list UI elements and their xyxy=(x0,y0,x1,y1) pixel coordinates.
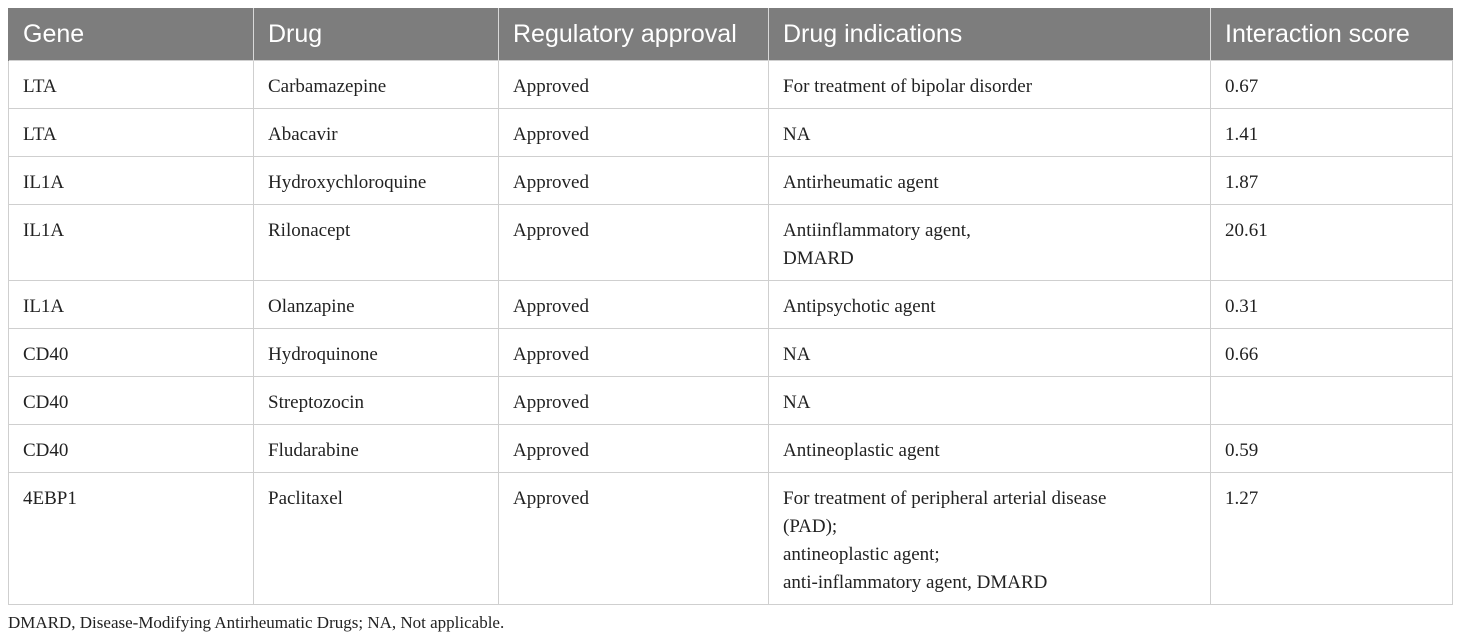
cell-gene: CD40 xyxy=(9,377,254,425)
cell-gene: LTA xyxy=(9,61,254,109)
cell-score: 20.61 xyxy=(1211,205,1453,281)
table-header-row xyxy=(9,8,1453,61)
table-row xyxy=(9,157,1453,205)
drug-gene-table-container xyxy=(8,8,1452,605)
cell-approval: Approved xyxy=(499,61,769,109)
cell-indications xyxy=(769,157,1211,205)
header-gene: Gene xyxy=(9,8,254,61)
cell-drug: Fludarabine xyxy=(254,425,499,473)
cell-drug: Streptozocin xyxy=(254,377,499,425)
cell-gene: IL1A xyxy=(9,157,254,205)
cell-drug: Hydroquinone xyxy=(254,329,499,377)
cell-score: 0.66 xyxy=(1211,329,1453,377)
header-interaction-score: Interaction score xyxy=(1211,8,1453,61)
indication-line: Antipsychotic agent xyxy=(783,296,936,317)
header-regulatory-approval: Regulatory approval xyxy=(499,8,769,61)
table-row xyxy=(9,109,1453,157)
cell-approval: Approved xyxy=(499,205,769,281)
cell-indications xyxy=(769,329,1211,377)
drug-gene-interaction-table xyxy=(8,8,1453,605)
table-row xyxy=(9,473,1453,605)
cell-score: 1.27 xyxy=(1211,473,1453,605)
cell-drug: Abacavir xyxy=(254,109,499,157)
table-row xyxy=(9,281,1453,329)
indication-line: Antineoplastic agent xyxy=(783,440,940,461)
cell-score xyxy=(1211,377,1453,425)
table-row xyxy=(9,425,1453,473)
header-drug: Drug xyxy=(254,8,499,61)
indication-line: For treatment of peripheral arterial disease xyxy=(783,488,1107,509)
indication-line: Antirheumatic agent xyxy=(783,172,939,193)
indication-line: NA xyxy=(783,392,811,413)
table-row xyxy=(9,329,1453,377)
cell-score: 0.31 xyxy=(1211,281,1453,329)
cell-indications xyxy=(769,425,1211,473)
indication-line: (PAD); xyxy=(783,516,838,537)
indication-line: anti-inflammatory agent, DMARD xyxy=(783,572,1048,593)
cell-approval: Approved xyxy=(499,425,769,473)
cell-approval: Approved xyxy=(499,157,769,205)
cell-indications xyxy=(769,377,1211,425)
indication-line: For treatment of bipolar disorder xyxy=(783,76,1033,97)
cell-approval: Approved xyxy=(499,109,769,157)
indication-line: NA xyxy=(783,344,811,365)
indication-line: DMARD xyxy=(783,248,854,269)
cell-score: 1.41 xyxy=(1211,109,1453,157)
indication-line: antineoplastic agent; xyxy=(783,544,940,565)
cell-gene: CD40 xyxy=(9,425,254,473)
header-drug-indications: Drug indications xyxy=(769,8,1211,61)
cell-gene: LTA xyxy=(9,109,254,157)
cell-approval: Approved xyxy=(499,473,769,605)
indication-line: NA xyxy=(783,124,811,145)
cell-gene: IL1A xyxy=(9,205,254,281)
table-row xyxy=(9,205,1453,281)
table-footnote: DMARD, Disease-Modifying Antirheumatic Drugs; NA, Not applicable. xyxy=(8,613,505,632)
table-row xyxy=(9,377,1453,425)
cell-drug: Paclitaxel xyxy=(254,473,499,605)
cell-indications xyxy=(769,109,1211,157)
cell-drug: Rilonacept xyxy=(254,205,499,281)
cell-score: 0.59 xyxy=(1211,425,1453,473)
cell-gene: IL1A xyxy=(9,281,254,329)
cell-drug: Olanzapine xyxy=(254,281,499,329)
cell-gene: CD40 xyxy=(9,329,254,377)
cell-indications xyxy=(769,61,1211,109)
cell-gene: 4EBP1 xyxy=(9,473,254,605)
cell-approval: Approved xyxy=(499,329,769,377)
cell-approval: Approved xyxy=(499,377,769,425)
cell-drug: Hydroxychloroquine xyxy=(254,157,499,205)
cell-score: 1.87 xyxy=(1211,157,1453,205)
cell-drug: Carbamazepine xyxy=(254,61,499,109)
indication-line: Antiinflammatory agent, xyxy=(783,220,971,241)
cell-approval: Approved xyxy=(499,281,769,329)
table-row xyxy=(9,61,1453,109)
cell-indications xyxy=(769,205,1211,281)
cell-indications xyxy=(769,281,1211,329)
cell-indications xyxy=(769,473,1211,605)
cell-score: 0.67 xyxy=(1211,61,1453,109)
